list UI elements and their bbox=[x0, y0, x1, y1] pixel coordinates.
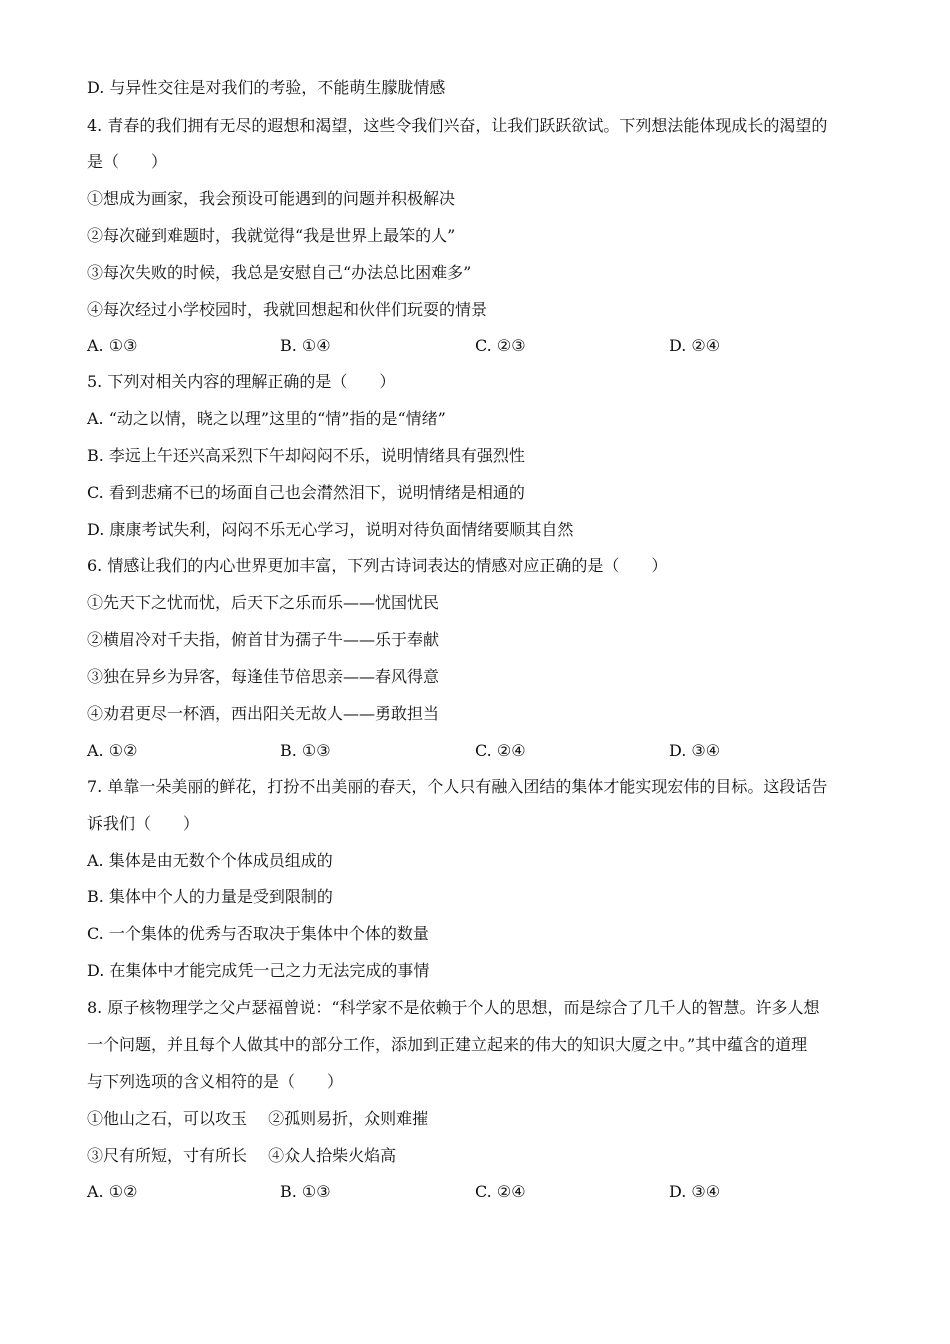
q8-option-c: C. ②④ bbox=[475, 1182, 526, 1201]
q4-options bbox=[87, 335, 867, 357]
q8-stem-line1: 8. 原子核物理学之父卢瑟福曾说：“科学家不是依赖于个人的思想，而是综合了几千人的智慧。许多人想 bbox=[87, 998, 820, 1017]
q8-option-a: A. ①② bbox=[87, 1182, 138, 1201]
q8-stem-line3: 与下列选项的含义相符的是（ ） bbox=[87, 1072, 344, 1091]
q4-option-d: D. ②④ bbox=[669, 336, 721, 355]
q6-stem: 6. 情感让我们的内心世界更加丰富，下列古诗词表达的情感对应正确的是（ ） bbox=[87, 556, 668, 575]
q5-option-b: B. 李远上午还兴高采烈下午却闷闷不乐，说明情绪具有强烈性 bbox=[87, 446, 525, 465]
q4-item-2: ②每次碰到难题时，我就觉得“我是世界上最笨的人” bbox=[87, 226, 456, 245]
q8-option-d: D. ③④ bbox=[669, 1182, 721, 1201]
q7-option-c: C. 一个集体的优秀与否取决于集体中个体的数量 bbox=[87, 924, 429, 943]
q8-options bbox=[87, 1181, 867, 1203]
q4-stem-line2: 是（ ） bbox=[87, 152, 168, 171]
q4-option-a: A. ①③ bbox=[87, 336, 138, 355]
q8-items-row1: ①他山之石，可以攻玉 ②孤则易折，众则难摧 bbox=[87, 1109, 429, 1128]
q7-stem-line1: 7. 单靠一朵美丽的鲜花，打扮不出美丽的春天，个人只有融入团结的集体才能实现宏伟的目标。这段话告 bbox=[87, 777, 828, 796]
q8-option-b: B. ①③ bbox=[280, 1182, 331, 1201]
q6-options bbox=[87, 740, 867, 762]
q8-stem-line2: 一个问题，并且每个人做其中的部分工作，添加到正建立起来的伟大的知识大厦之中。”其中蕴含的道理 bbox=[87, 1035, 808, 1054]
q6-option-d: D. ③④ bbox=[669, 741, 721, 760]
q7-stem-line2: 诉我们（ ） bbox=[87, 814, 200, 833]
q4-item-1: ①想成为画家，我会预设可能遇到的问题并积极解决 bbox=[87, 189, 456, 208]
q5-option-d: D. 康康考试失利，闷闷不乐无心学习，说明对待负面情绪要顺其自然 bbox=[87, 520, 574, 539]
q5-option-a: A. “动之以情，晓之以理”这里的“情”指的是“情绪” bbox=[87, 409, 446, 428]
q4-item-3: ③每次失败的时候，我总是安慰自己“办法总比困难多” bbox=[87, 263, 472, 282]
q6-item-2: ②横眉冷对千夫指，俯首甘为孺子牛——乐于奉献 bbox=[87, 630, 440, 649]
q7-option-b: B. 集体中个人的力量是受到限制的 bbox=[87, 887, 333, 906]
q4-item-4: ④每次经过小学校园时，我就回想起和伙伴们玩耍的情景 bbox=[87, 300, 488, 319]
q6-option-a: A. ①② bbox=[87, 741, 138, 760]
q4-option-b: B. ①④ bbox=[280, 336, 331, 355]
q5-stem: 5. 下列对相关内容的理解正确的是（ ） bbox=[87, 372, 396, 391]
q6-option-c: C. ②④ bbox=[475, 741, 526, 760]
q5-option-c: C. 看到悲痛不已的场面自己也会潸然泪下，说明情绪是相通的 bbox=[87, 483, 525, 502]
q3-option-d: D. 与异性交往是对我们的考验，不能萌生朦胧情感 bbox=[87, 78, 446, 97]
q6-item-4: ④劝君更尽一杯酒，西出阳关无故人——勇敢担当 bbox=[87, 704, 440, 723]
q8-items-row2: ③尺有所短，寸有所长 ④众人拾柴火焰高 bbox=[87, 1146, 397, 1165]
q4-stem-line1: 4. 青春的我们拥有无尽的遐想和渴望，这些令我们兴奋，让我们跃跃欲试。下列想法能体现成长的渴望的 bbox=[87, 116, 828, 135]
q4-option-c: C. ②③ bbox=[475, 336, 526, 355]
q7-option-a: A. 集体是由无数个个体成员组成的 bbox=[87, 851, 333, 870]
q6-option-b: B. ①③ bbox=[280, 741, 331, 760]
q6-item-3: ③独在异乡为异客，每逢佳节倍思亲——春风得意 bbox=[87, 667, 440, 686]
q7-option-d: D. 在集体中才能完成凭一己之力无法完成的事情 bbox=[87, 961, 430, 980]
q6-item-1: ①先天下之忧而忧，后天下之乐而乐——忧国忧民 bbox=[87, 593, 440, 612]
